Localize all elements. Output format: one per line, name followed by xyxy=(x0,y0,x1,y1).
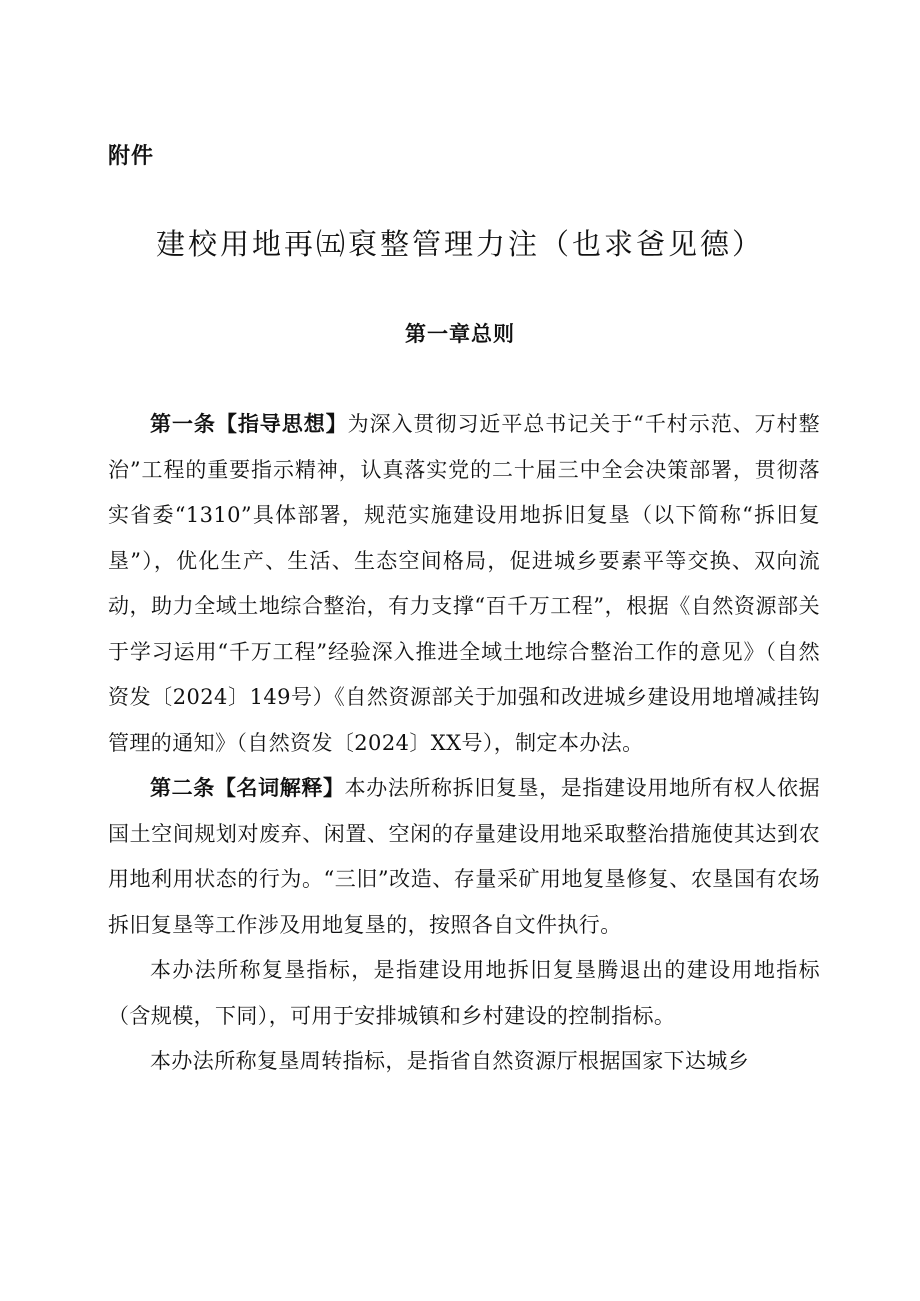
attachment-label: 附件 xyxy=(108,144,155,169)
document-title: 建校用地再㈤裒整管理力注（也求爸见德） xyxy=(155,227,764,261)
article-1-heading: 第一条【指导思想】 xyxy=(150,412,348,436)
paragraph-revolving-quota: 本办法所称复垦周转指标，是指省自然资源厅根据国家下达城乡 xyxy=(150,1049,750,1073)
paragraph-reclamation-quota: 本办法所称复垦指标，是指建设用地拆旧复垦腾退出的建设用地指标（含规模，下同），可用于安排城镇和乡村建设的控制指标。 xyxy=(108,958,820,1028)
article-2-heading: 第二条【名词解释】 xyxy=(150,776,345,800)
chapter-heading: 第一章总则 xyxy=(405,322,515,346)
article-2 xyxy=(108,766,820,948)
article-1 xyxy=(108,402,820,766)
document-body xyxy=(108,402,820,1085)
article-2-text: 本办法所称拆旧复垦，是指建设用地所有权人依据国土空间规划对废弃、闲置、空闲的存量建设用地采取整治措施使其达到农用地利用状态的行为。“三旧”改造、存量采矿用地复垦修复、农垦国有农场拆旧复垦等工作涉及用地复垦的，按照各自文件执行。 xyxy=(108,776,820,937)
article-1-text: 为深入贯彻习近平总书记关于“千村示范、万村整治”工程的重要指示精神，认真落实党的二十届三中全会决策部署，贯彻落实省委“1310”具体部署，规范实施建设用地拆旧复垦（以下简称“拆旧复垦”），优化生产、生活、生态空间格局，促进城乡要素平等交换、双向流动，助力全域土地综合整治，有力支撑“百千万工程”，根据《自然资源部关于学习运用“千万工程”经验深入推进全域土地综合整治工作的意见》（自然资发〔2024〕149号）《自然资源部关于加强和改进城乡建设用地增减挂钩管理的通知》（自然资发〔2024〕XX号），制定本办法。 xyxy=(108,412,820,755)
